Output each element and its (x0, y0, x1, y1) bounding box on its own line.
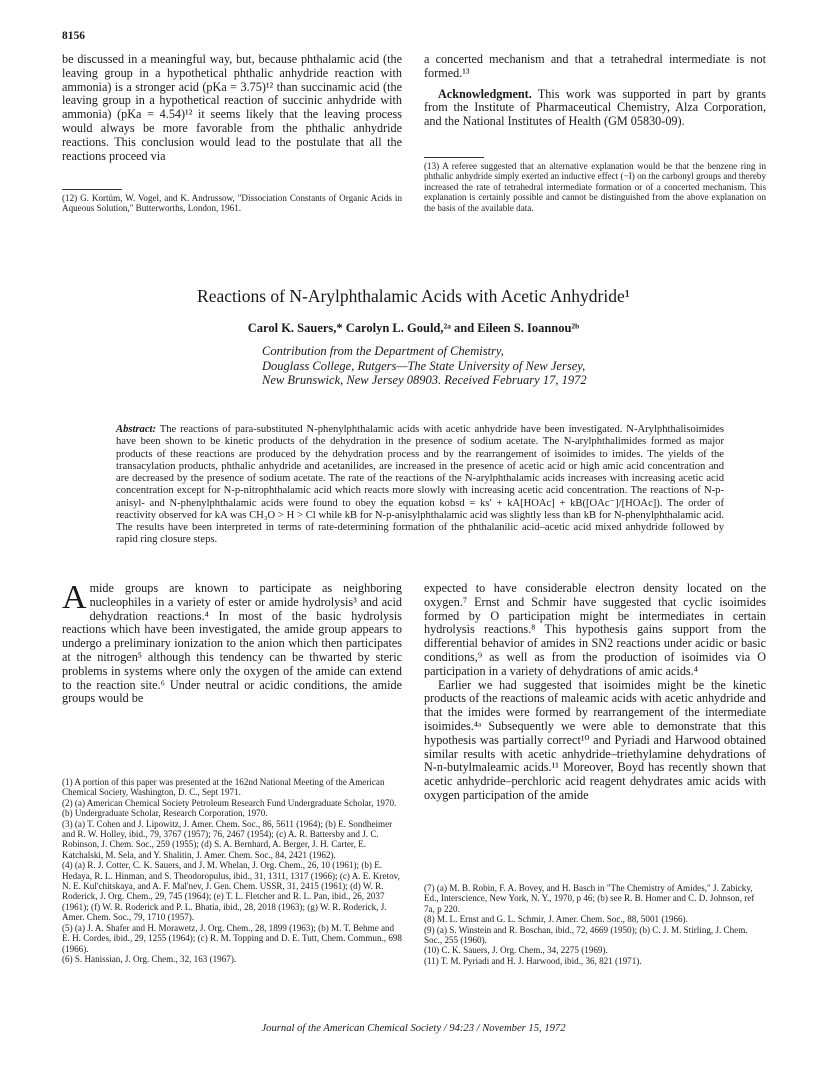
footnote-8: (8) M. L. Ernst and G. L. Schmir, J. Amer. Chem. Soc., 88, 5001 (1966). (424, 914, 688, 925)
footnote-11: (11) T. M. Pyriadi and H. J. Harwood, ibid., 36, 821 (1971). (424, 955, 642, 966)
continuation-paragraph-right: a concerted mechanism and that a tetrahedral intermediate is not formed.¹³ (424, 52, 766, 80)
abstract-label: Abstract: (116, 424, 157, 435)
acknowledgment-label: Acknowledgment. (438, 86, 532, 101)
continuation-paragraph: be discussed in a meaningful way, but, because phthalamic acid (the leaving group in a hypothetical phthalic anhydride reaction with ammonia) is a stronger acid (pKa = 3.75)¹² than succinamic acid (the leaving group in a hypothetical reaction of succinic anhydride with ammonia) (pKa = 4.54)¹² it seems likely that the leaving process would always be more favorable from the phthalic anhydride reactions. This conclusion would lead to the postulate that all the reactions proceed via (62, 52, 402, 163)
journal-footer: Journal of the American Chemical Society / 94:23 / November 15, 1972 (261, 1023, 566, 1034)
footnote-rule (62, 189, 122, 190)
affiliation-line-1: Contribution from the Department of Chemistry, (262, 344, 504, 358)
body-right-column (424, 582, 766, 803)
footnote-5: (5) (a) J. A. Shafer and H. Morawetz, J. Org. Chem., 28, 1899 (1963); (b) M. T. Behme and E. H. Cordes, ibid., 29, 1255 (1964); (c) R. M. Topping and D. E. Tutt, Chem. Commun., 698 (1966). (62, 922, 402, 954)
footnote-4: (4) (a) R. J. Cotter, C. K. Sauers, and J. M. Whelan, J. Org. Chem., 26, 10 (1961); (b) E. Hedaya, R. L. Hinman, and S. Theodoropulus, ibid., 31, 1311, 1317 (1966); (c) A. E. Kretov, N. E. Kul'chitskaya, and A. F. Mal'nev, J. Gen. Chem. USSR, 31, 2415 (1961); (d) W. R. Roderick, J. Org. Chem., 29, 745 (1964); (e) T. L. Fletcher and R. L. Pan, ibid., 26, 2037 (1961); (f) W. R. Roderick and P. L. Bhatia, ibid., 28, 2018 (1963); (g) W. R. Roderick, J. Amer. Chem. Soc., 79, 1710 (1957). (62, 860, 400, 923)
top-left-column (62, 53, 402, 163)
body-paragraph-1: expected to have considerable electron density located on the oxygen.⁷ Ernst and Schmir have suggested that cyclic isoimides formed by O participation might be intermediates in certain hydrolysis reactions.⁸ This hypothesis gains support from the differential behavior of amides in SN2 reactions under acidic or basic conditions,⁹ as well as from the production of isoimides via O participation in a variety of dehydrations of amic acids.⁴ (424, 581, 766, 678)
footnote-rule-right (424, 157, 484, 158)
top-right-column (424, 53, 766, 129)
footnote-1: (1) A portion of this paper was presented at the 162nd National Meeting of the American Chemical Society, Washington, D. C., Sept 1971. (62, 777, 385, 798)
top-right-footnotes (424, 161, 766, 213)
top-left-footnotes (62, 193, 402, 214)
page-number: 8156 (62, 30, 85, 42)
body-left-column (62, 579, 402, 706)
footnote-6: (6) S. Hanissian, J. Org. Chem., 32, 163 (1967). (62, 953, 237, 964)
body-left-footnotes (62, 777, 402, 964)
body-right-footnotes (424, 883, 766, 966)
article-authors: Carol K. Sauers,* Carolyn L. Gould,²ᵃ and Eileen S. Ioannou²ᵇ (247, 321, 580, 335)
footnote-12: (12) G. Kortüm, W. Vogel, and K. Andrussow, "Dissociation Constants of Organic Acids in Aqueous Solution," Butterworths, London, 1961. (62, 193, 402, 214)
footnote-2: (2) (a) American Chemical Society Petroleum Research Fund Undergraduate Scholar, 1970. (b) Undergraduate Scholar, Research Corporation, 1970. (62, 797, 397, 819)
intro-paragraph (62, 579, 402, 706)
abstract (116, 424, 724, 547)
body-paragraph-2: Earlier we had suggested that isoimides might be the kinetic products of the reactions of maleamic acids with acetic anhydride and that the imides were formed by rearrangement of the intermediate isoimides.⁴ᵃ Subsequently we were able to demonstrate that this hypothesis was partially correct¹⁰ and Pyriadi and Harwood obtained similar results with acetic anhydride–triethylamine dehydrations of N-n-butylmaleamic acids.¹¹ Moreover, Boyd has recently shown that acetic anhydride–perchloric acid reagent dehydrates amic acids with oxygen participation of the amide (424, 677, 766, 802)
affiliation-line-3: New Brunswick, New Jersey 08903. Received February 17, 1972 (262, 373, 587, 388)
footnote-9: (9) (a) S. Winstein and R. Boschan, ibid., 72, 4669 (1950); (b) C. J. M. Stirling, J. Chem. Soc., 255 (1960). (424, 924, 748, 946)
affiliation-line-2: Douglass College, Rutgers—The State University of New Jersey, (262, 358, 586, 373)
footnote-3: (3) (a) T. Cohen and J. Lipowitz, J. Amer. Chem. Soc., 86, 5611 (1964); (b) E. Sondheimer and R. W. Holley, ibid., 79, 3767 (1957); 76, 2467 (1954); (c) A. R. Battersby and J. C. Robinson, J. Chem. Soc., 259 (1955); (d) S. A. Bernhard, A. Berger, J. H. Carter, E. Katchalski, M. Sela, and Y. Shalitin, J. Amer. Chem. Soc., 84, 2421 (1962). (62, 818, 393, 860)
article-title: Reactions of N-Arylphthalamic Acids with Acetic Anhydride¹ (197, 286, 630, 306)
footnote-10: (10) C. K. Sauers, J. Org. Chem., 34, 2275 (1969). (424, 945, 608, 956)
footnote-13: (13) A referee suggested that an alternative explanation would be that the benzene ring in phthalic anhydride simply exerted an inductive effect (−I) on the carbonyl groups and thereby increased the rate of tetrahedral intermediate formation or of a concerted mechanism. This explanation is certainly possible and cannot be distinguished from the above explanation on the basis of the available data. (424, 161, 766, 213)
drop-cap: A (62, 579, 87, 616)
acknowledgment-text: This work was supported in part by grants from the Institute of Pharmaceutical Chemistry, Alza Corporation, and the National Institutes of Health (GM 05830-09). (424, 86, 767, 129)
affiliation (262, 344, 587, 388)
intro-text: mide groups are known to participate as neighboring nucleophiles in a variety of ester or amide hydrolysis³ and acid dehydration reactions.⁴ In most of the basic hydrolysis reactions which have been investigated, the amide group appears to undergo a preliminary ionization to the anion which then participates at the nitrogen⁵ although this tendency can be thwarted by steric problems in systems where only the oxygen of the amide can extend to the reaction site.⁶ Under neutral or acidic conditions, the amide groups would be (62, 581, 402, 706)
footnote-7: (7) (a) M. B. Robin, F. A. Bovey, and H. Basch in "The Chemistry of Amides," J. Zabicky, Ed., Interscience, New York, N. Y., 1970, p 46; (b) see R. B. Homer and C. D. Johnson, ref 7a, p 220. (424, 883, 755, 914)
abstract-text: The reactions of para-substituted N-phenylphthalamic acids with acetic anhydride have been investigated. N-Arylphthalisoimides have been shown to be kinetic products of the dehydration in the presence of sodium acetate. The N-arylphthalimides formed as major products of these reactions are produced by the dehydration process and by the rearrangement of isoimides to imides. The yields of the transacylation products, phthalic anhydride and acetanilides, are increased in the presence of acetic acid or high amic acid concentration and are decreased by the presence of sodium acetate. The rate of the reactions of the N-arylphthalamic acids increases with increasing acetic acid concentration except for N-p-nitrophthalamic acid which reacts more slowly with increasing acetic acid concentration. The reactions of N-p-anisyl- and N-phenylphthalamic acids were found to obey the equation kobsd = ks′ + kA[HOAc] + kB([OAc⁻]/[HOAc]). The order of reactivity observed for kA was CH₃O > H > Cl while kB for N-p-anisylphthalamic acid was slightly less than kB for N-phenylphthalamic acid. The results have been interpreted in terms of rate-determining formation of the phthalanilic acid–acetic acid mixed anhydride followed by rapid ring closure steps. (116, 424, 724, 546)
acknowledgment (424, 88, 766, 129)
